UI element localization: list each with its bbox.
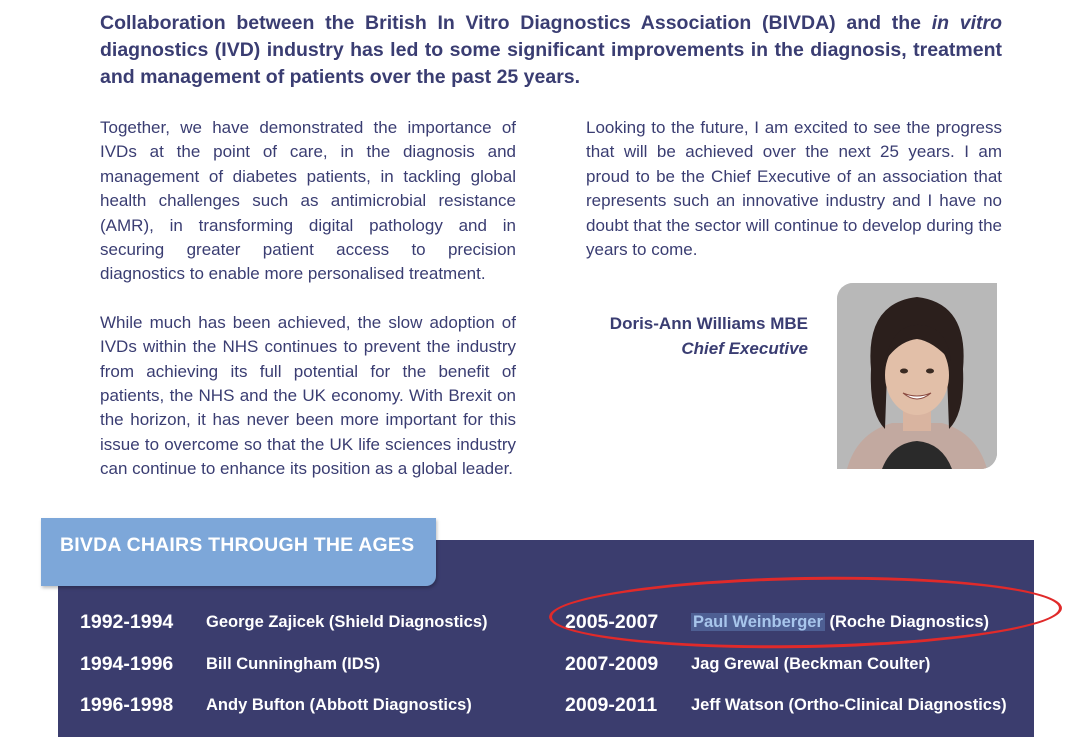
left-column — [100, 116, 516, 482]
chair-years: 2005-2007 — [565, 611, 659, 633]
chairs-heading: BIVDA CHAIRS THROUGH THE AGES — [60, 534, 415, 556]
left-paragraph-2: While much has been achieved, the slow adoption of IVDs within the NHS continues to prevent the industry from achieving its full potential for the benefit of patients, the NHS and the UK economy. With Brexit on the horizon, it has never been more important for this issue to overcome so that the UK life sciences industry can continue to enhance its position as a global leader. — [100, 312, 516, 479]
chair-name: Jag Grewal (Beckman Coulter) — [691, 655, 931, 673]
chair-years: 1996-1998 — [80, 694, 174, 716]
chair-name: George Zajicek (Shield Diagnostics) — [206, 613, 488, 631]
chairs-heading-tab — [41, 518, 436, 586]
right-column — [586, 116, 1002, 262]
chair-company: (Roche Diagnostics) — [824, 613, 990, 631]
chair-years: 1992-1994 — [80, 611, 174, 633]
signature-block — [560, 311, 808, 361]
chair-years: 2007-2009 — [565, 653, 659, 675]
highlighted-name: Paul Weinberger — [693, 613, 823, 631]
left-paragraph-1: Together, we have demonstrated the importance of IVDs at the point of care, in the diagnosis and management of diabetes patients, in tackling global health challenges such as antimicrobial resistance (AMR), in transforming digital pathology and in securing greater patient access to precision diagnostics to enable more personalised treatment. — [100, 118, 516, 284]
chair-years: 1994-1996 — [80, 653, 174, 675]
intro-paragraph — [100, 10, 1002, 91]
chair-name: Bill Cunningham (IDS) — [206, 655, 381, 673]
intro-part-2: diagnostics (IVD) industry has led to some significant improvements in the diagnosis, treatment and management of patients over the past 25 years. — [100, 39, 1002, 88]
chair-name: Jeff Watson (Ortho-Clinical Diagnostics) — [691, 696, 1007, 714]
chair-name: Andy Bufton (Abbott Diagnostics) — [206, 696, 472, 714]
intro-part-1: Collaboration between the British In Vitro Diagnostics Association (BIVDA) and the — [100, 12, 932, 34]
chief-executive-photo — [837, 283, 997, 469]
right-paragraph-1: Looking to the future, I am excited to see the progress that will be achieved over the next 25 years. I am proud to be the Chief Executive of an association that represents such an innovative industry and I have no doubt that the sector will continue to develop during the years to come. — [586, 118, 1002, 260]
signature-role: Chief Executive — [681, 339, 808, 358]
intro-italic: in vitro — [931, 12, 1002, 34]
chair-years: 2009-2011 — [565, 694, 658, 716]
portrait-illustration — [837, 283, 997, 469]
signature-name: Doris-Ann Williams MBE — [609, 314, 808, 333]
